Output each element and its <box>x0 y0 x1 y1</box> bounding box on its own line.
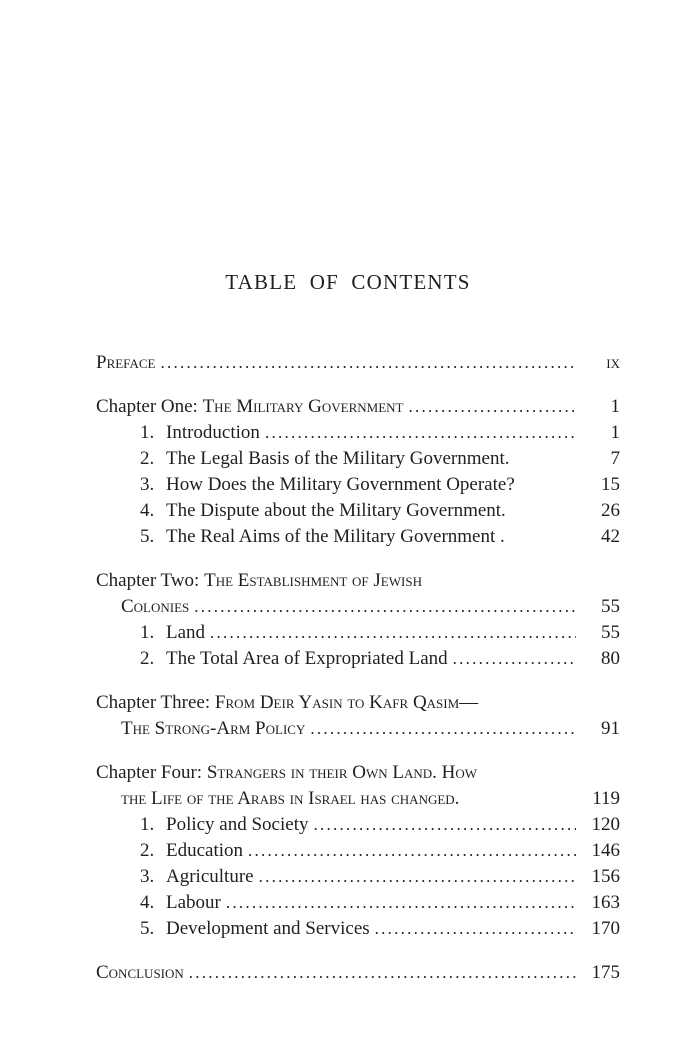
toc-page-number: 119 <box>592 788 620 809</box>
toc-entry-label <box>96 760 482 786</box>
chapter-prefix: Chapter Four: <box>96 762 203 783</box>
toc-page-number: 42 <box>601 526 620 547</box>
toc-entry-chapter-three-continued[interactable] <box>96 716 620 742</box>
section-number: 2. <box>140 648 155 669</box>
dot-leader <box>226 890 576 916</box>
chapter-title: The Establishment of Jewish <box>204 570 422 591</box>
dot-leader <box>313 812 576 838</box>
toc-page-number: 1 <box>610 396 620 417</box>
dot-leader <box>375 916 576 942</box>
dot-leader <box>210 620 576 646</box>
dot-leader <box>160 350 576 376</box>
toc-section-label <box>140 446 515 472</box>
toc-entry-label: Preface <box>96 352 156 373</box>
toc-section-entry[interactable] <box>96 472 620 498</box>
toc-page-number: 55 <box>601 596 620 617</box>
toc-section-label <box>140 420 265 446</box>
toc-section-label <box>140 812 313 838</box>
toc-page-number: 7 <box>610 448 620 469</box>
dot-leader <box>310 716 576 742</box>
toc-section-entry[interactable] <box>96 524 620 550</box>
toc-page-number: 55 <box>601 622 620 643</box>
toc-page-number: 120 <box>591 814 620 835</box>
toc-section-label <box>140 916 375 942</box>
dot-leader <box>248 838 576 864</box>
toc-page-number: 175 <box>591 962 620 983</box>
section-title: Agriculture <box>166 866 254 887</box>
section-title: The Total Area of Expropriated Land <box>166 648 448 669</box>
section-title: The Real Aims of the Military Government . <box>166 526 505 547</box>
toc-section-label <box>140 472 520 498</box>
chapter-prefix: Chapter One: <box>96 396 198 417</box>
section-number: 1. <box>140 422 155 443</box>
dot-leader <box>189 960 576 986</box>
toc-section-label <box>140 890 226 916</box>
toc-section-entry[interactable] <box>96 446 620 472</box>
toc-section-label <box>140 620 210 646</box>
toc-page-number: 156 <box>591 866 620 887</box>
toc-entry-label <box>96 690 483 716</box>
section-title: Development and Services <box>166 918 370 939</box>
chapter-title: The Military Government <box>202 396 404 417</box>
toc-page-number: 146 <box>591 840 620 861</box>
toc-section-entry[interactable] <box>96 916 620 942</box>
section-title: Policy and Society <box>166 814 309 835</box>
dot-leader <box>408 394 576 420</box>
chapter-title-continued: The Strong-Arm Policy <box>121 718 306 739</box>
page-title: TABLE OF CONTENTS <box>225 270 471 294</box>
section-title: How Does the Military Government Operate? <box>166 474 515 495</box>
toc-entry-label <box>96 568 427 594</box>
chapter-title-continued: the Life of the Arabs in Israel has changed. <box>121 788 460 809</box>
section-number: 4. <box>140 500 155 521</box>
toc-entry-chapter-three[interactable] <box>96 690 620 716</box>
chapter-title: Strangers in their Own Land. How <box>206 762 478 783</box>
toc-section-entry[interactable] <box>96 498 620 524</box>
chapter-title: From Deir Yasin to Kafr Qasim— <box>214 692 479 713</box>
section-title: Education <box>166 840 244 861</box>
toc-section-label <box>140 864 259 890</box>
dot-leader <box>259 864 576 890</box>
section-number: 1. <box>140 622 155 643</box>
toc-entry-chapter-two-continued[interactable] <box>96 594 620 620</box>
toc-page-number: ix <box>606 352 620 373</box>
toc-entry-chapter-four[interactable] <box>96 760 620 786</box>
toc-section-label <box>140 524 510 550</box>
toc-entry-conclusion[interactable] <box>96 960 620 986</box>
toc-entry-chapter-four-continued[interactable] <box>96 786 620 812</box>
dot-leader <box>194 594 576 620</box>
toc-section-entry[interactable] <box>96 838 620 864</box>
section-number: 5. <box>140 918 155 939</box>
dot-leader <box>453 646 576 672</box>
toc-entry-chapter-one[interactable] <box>96 394 620 420</box>
section-title: The Legal Basis of the Military Government. <box>166 448 510 469</box>
toc-entry-label <box>96 394 408 420</box>
section-title: The Dispute about the Military Government. <box>166 500 506 521</box>
toc-section-entry[interactable] <box>96 890 620 916</box>
section-title: Land <box>166 622 206 643</box>
chapter-prefix: Chapter Two: <box>96 570 200 591</box>
section-title: Labour <box>166 892 221 913</box>
toc-section-entry[interactable] <box>96 620 620 646</box>
toc-page-number: 15 <box>601 474 620 495</box>
dot-leader <box>265 420 576 446</box>
section-title: Introduction <box>166 422 260 443</box>
toc-page-number: 170 <box>591 918 620 939</box>
section-number: 2. <box>140 840 155 861</box>
toc-section-entry[interactable] <box>96 646 620 672</box>
toc-section-label <box>140 646 453 672</box>
section-number: 2. <box>140 448 155 469</box>
toc-entry-preface[interactable] <box>96 350 620 376</box>
toc-page-number: 80 <box>601 648 620 669</box>
toc-entry-chapter-two[interactable] <box>96 568 620 594</box>
toc-section-label <box>140 498 511 524</box>
toc-entry-label: Conclusion <box>96 962 184 983</box>
section-number: 3. <box>140 474 155 495</box>
chapter-prefix: Chapter Three: <box>96 692 211 713</box>
toc-section-entry[interactable] <box>96 812 620 838</box>
toc-page-number: 91 <box>601 718 620 739</box>
section-number: 5. <box>140 526 155 547</box>
chapter-title-continued: Colonies <box>121 596 190 617</box>
toc-page-number: 163 <box>591 892 620 913</box>
toc-page-number: 26 <box>601 500 620 521</box>
section-number: 4. <box>140 892 155 913</box>
section-number: 1. <box>140 814 155 835</box>
toc-page-number: 1 <box>610 422 620 443</box>
toc-section-entry[interactable] <box>96 420 620 446</box>
table-of-contents <box>96 350 620 986</box>
section-number: 3. <box>140 866 155 887</box>
toc-section-entry[interactable] <box>96 864 620 890</box>
toc-section-label <box>140 838 248 864</box>
